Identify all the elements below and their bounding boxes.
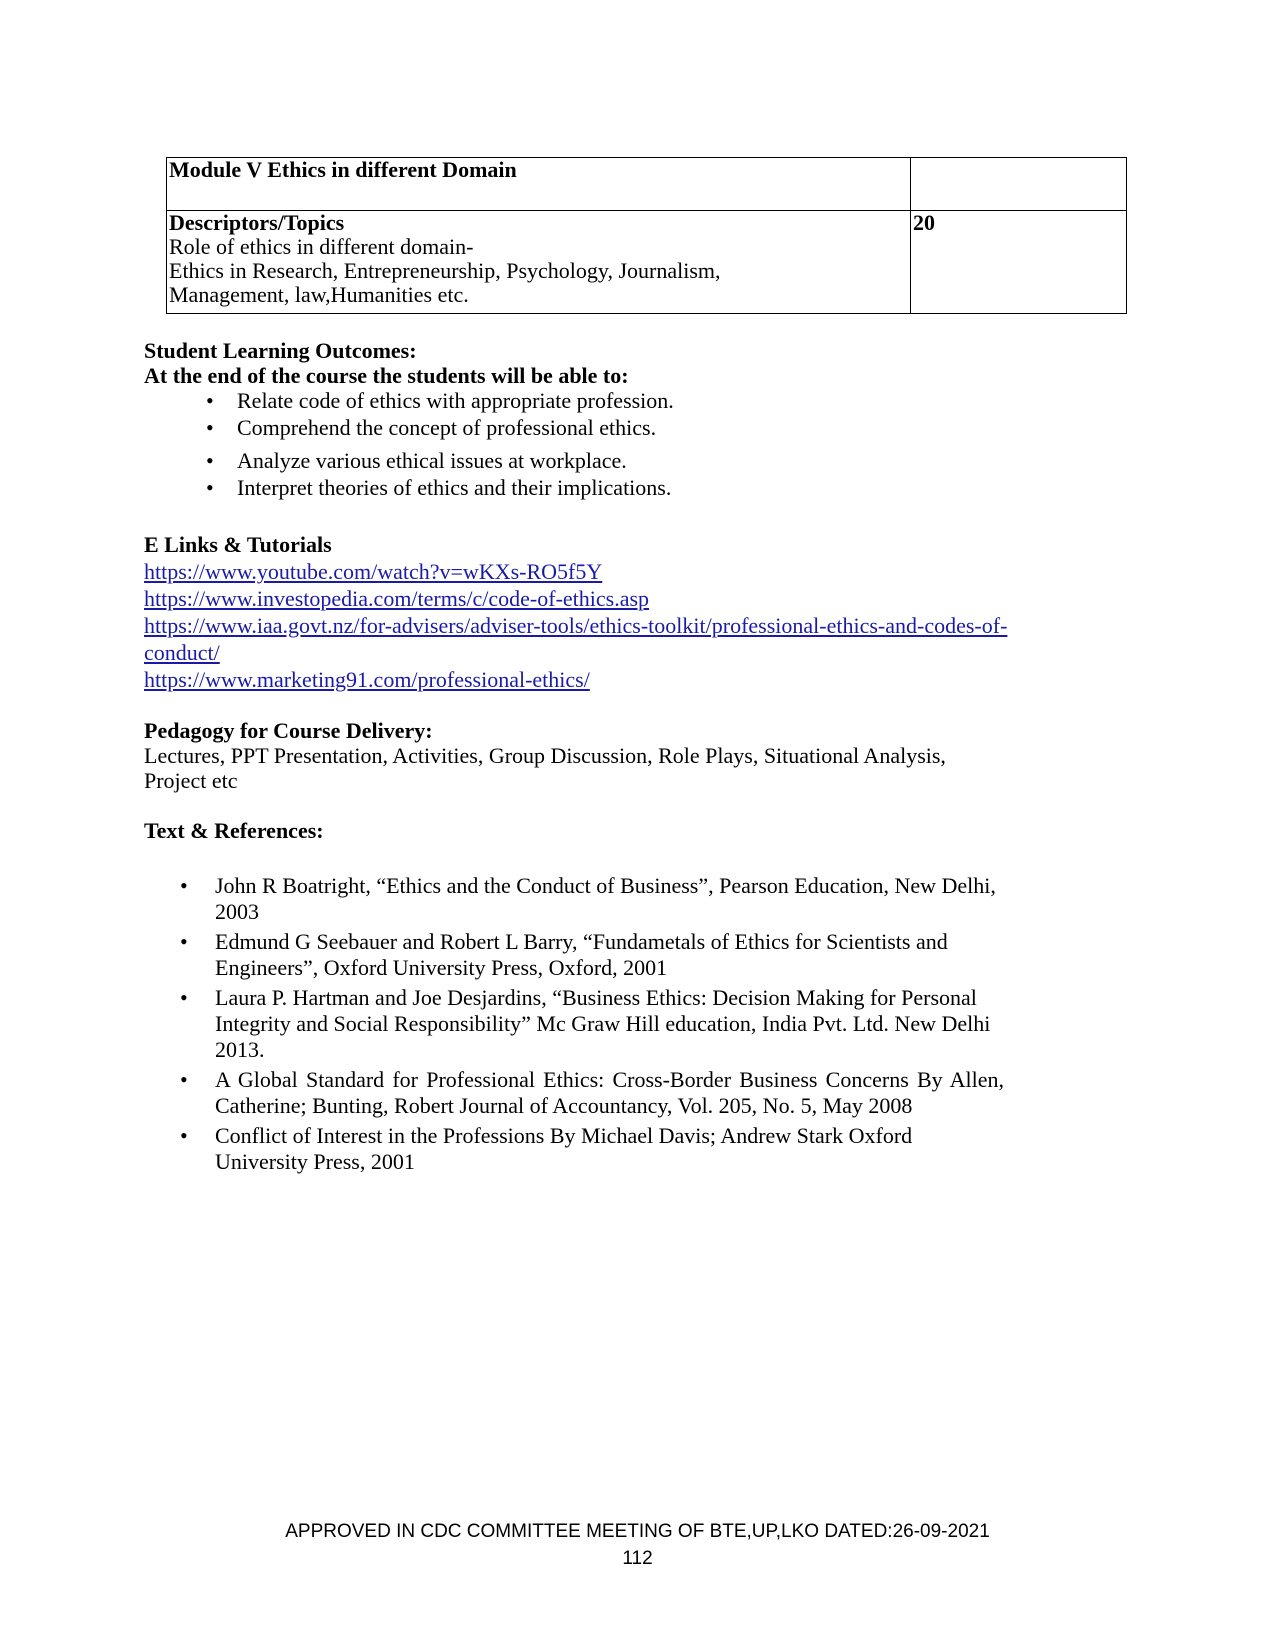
bullet-icon: • — [180, 929, 188, 954]
elinks-heading: E Links & Tutorials — [144, 532, 332, 557]
reference-text: Laura P. Hartman and Joe Desjardins, “Business Ethics: Decision Making for Personal Integrity and Social Responsibility” Mc Graw Hill education, India Pvt. Ltd. New Delhi 2013. — [215, 985, 991, 1062]
module-hours: 20 — [911, 211, 1127, 314]
elink-iaa[interactable]: https://www.iaa.govt.nz/for-advisers/adviser-tools/ethics-toolkit/professional-ethics-and-codes-of- — [144, 613, 1008, 638]
topic-line: Ethics in Research, Entrepreneurship, Psychology, Journalism, — [169, 258, 721, 283]
elink-iaa-continued[interactable]: conduct/ — [144, 640, 220, 665]
bullet-icon: • — [180, 1123, 188, 1148]
references-list — [144, 873, 1004, 1175]
page-number: 112 — [622, 1548, 653, 1569]
list-item — [144, 448, 674, 475]
elinks-section — [144, 531, 1007, 693]
module-descriptors-row — [167, 211, 1127, 314]
topic-line: Role of ethics in different domain- — [169, 234, 474, 259]
bullet-icon: • — [180, 1067, 188, 1092]
list-item — [144, 985, 1004, 1063]
elink-youtube[interactable]: https://www.youtube.com/watch?v=wKXs-RO5f5Y — [144, 559, 603, 584]
outcome-text: Comprehend the concept of professional ethics. — [237, 415, 657, 440]
list-item — [144, 388, 674, 415]
outcomes-list — [144, 388, 674, 502]
bullet-icon: • — [206, 388, 214, 413]
bullet-icon: • — [206, 448, 214, 473]
bullet-icon: • — [206, 415, 214, 440]
module-table — [166, 157, 1127, 314]
topic-line: Management, law,Humanities etc. — [169, 282, 469, 307]
module-title: Module V Ethics in different Domain — [167, 158, 911, 211]
outcomes-subheading: At the end of the course the students will be able to: — [144, 363, 629, 388]
reference-text: A Global Standard for Professional Ethics: Cross-Border Business Concerns By Allen, Catherine; Bunting, Robert Journal of Accountancy, Vol. 205, No. 5, May 2008 — [215, 1067, 1004, 1118]
references-section — [144, 818, 1004, 1179]
reference-text: Conflict of Interest in the Professions By Michael Davis; Andrew Stark Oxford University Press, 2001 — [215, 1123, 913, 1174]
list-item — [144, 415, 674, 442]
outcome-text: Analyze various ethical issues at workplace. — [237, 448, 627, 473]
list-item — [144, 873, 1004, 925]
pedagogy-section — [144, 718, 946, 793]
bullet-icon: • — [180, 873, 188, 898]
learning-outcomes-section — [144, 338, 674, 502]
bullet-icon: • — [180, 985, 188, 1010]
elink-investopedia[interactable]: https://www.investopedia.com/terms/c/code-of-ethics.asp — [144, 586, 650, 611]
reference-text: Edmund G Seebauer and Robert L Barry, “Fundametals of Ethics for Scientists and Engineers”, Oxford University Press, Oxford, 2001 — [215, 929, 948, 980]
list-item — [144, 1123, 1004, 1175]
pedagogy-text-continued: Project etc — [144, 768, 238, 793]
outcome-text: Relate code of ethics with appropriate profession. — [237, 388, 674, 413]
module-descriptors-cell — [167, 211, 911, 314]
pedagogy-text: Lectures, PPT Presentation, Activities, Group Discussion, Role Plays, Situational Analysis, — [144, 743, 946, 768]
list-item — [144, 929, 1004, 981]
descriptors-heading: Descriptors/Topics — [169, 210, 345, 235]
list-item — [144, 1067, 1004, 1119]
reference-text: John R Boatright, “Ethics and the Conduct of Business”, Pearson Education, New Delhi, 2003 — [215, 873, 996, 924]
pedagogy-heading: Pedagogy for Course Delivery: — [144, 718, 433, 743]
outcome-text: Interpret theories of ethics and their implications. — [237, 475, 672, 500]
outcomes-heading: Student Learning Outcomes: — [144, 338, 417, 363]
references-heading: Text & References: — [144, 818, 324, 843]
module-title-row — [167, 158, 1127, 211]
list-item — [144, 475, 674, 502]
module-title-right-cell — [911, 158, 1127, 211]
footer-approval: APPROVED IN CDC COMMITTEE MEETING OF BTE,UP,LKO DATED:26-09-2021 — [285, 1521, 990, 1542]
elink-marketing91[interactable]: https://www.marketing91.com/professional-ethics/ — [144, 667, 590, 692]
bullet-icon: • — [206, 475, 214, 500]
